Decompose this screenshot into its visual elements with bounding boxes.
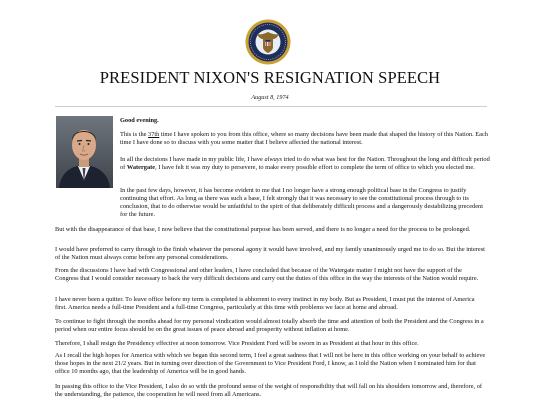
emphasis-always: always: [264, 156, 283, 163]
greeting: Good evening.: [120, 117, 159, 124]
portrait-photo: [56, 116, 113, 188]
speech-paragraph-10: As I recall the high hopes for America with which we began this second term, I feel a great sadness that I will not be here in this office working on your behalf to achieve those hopes in the next 21/2 years. But in turning over direction of the Government to Vice President Ford, I know, as I told the Nation when I nominated him for that office 10 months ago, that the leadership of America will be in good hands.: [55, 352, 486, 375]
text-span: In all the decisions I have made in my public life, I have: [120, 156, 265, 163]
speech-paragraph-4: But with the disappearance of that base, I now believe that the constitutional purpose has been served, and there is no longer a need for the process to be prolonged.: [55, 226, 471, 233]
title-divider: [55, 106, 487, 107]
text-span: time I have spoken to you from this office, where so many decisions have been made that shaped the history of this Nation. Each time I have done so to discuss with you some matter that I believe affected the national interest.: [120, 131, 488, 146]
speech-paragraph-11: In passing this office to the Vice President, I also do so with the profound sense of the weight of responsibility that will fall on his shoulders tomorrow and, therefore, of the understanding, the patience, the cooperation he will need from all Americans.: [55, 383, 482, 398]
presidential-seal-icon: [245, 19, 291, 65]
speech-paragraph-3: In the past few days, however, it has become evident to me that I no longer have a strong enough political base in the Congress to justify continuing that effort. As long as there was such a base, I felt strongly that it was necessary to see the constitutional process through to its conclusion, that to do otherwise would be unfaithful to the spirit of that deliberately difficult process and a dangerously destabilizing precedent for the future.: [120, 187, 483, 218]
emphasis-watergate: Watergate: [126, 163, 156, 171]
text-span: This is the: [120, 131, 149, 138]
page-title: PRESIDENT NIXON'S RESIGNATION SPEECH: [99, 68, 441, 87]
speech-paragraph-9: Therefore, I shall resign the Presidency effective at noon tomorrow. Vice President Ford will be sworn in as President at that hour in this office.: [55, 340, 419, 347]
speech-paragraph-7: I have never been a quitter. To leave office before my term is completed is abhorrent to every instinct in my body. But as President, I must put the interest of America first. America needs a full-time President and a full-time Congress, particularly at this time with problems we face at home and abroad.: [55, 296, 475, 311]
ordinal-number: 37th: [148, 131, 160, 138]
speech-paragraph-1: [120, 131, 490, 147]
speech-paragraph-5: I would have preferred to carry through to the finish whatever the personal agony it would have involved, and my family unanimously urged me to do so. But the interest of the Nation must always come before any personal considerations.: [55, 246, 485, 261]
text-span: tried to do what was best for the Nation. Throughout the long and difficult period of: [120, 156, 490, 171]
speech-paragraph-8: To continue to fight through the months ahead for my personal vindication would almost totally absorb the time and attention of both the President and the Congress in a period when our entire focus should be on the great issues of peace abroad and prosperity without inflation at home.: [55, 318, 484, 333]
text-span: , I have felt it was my duty to persevere, to make every possible effort to complete the term of office to which you elected me.: [155, 163, 475, 171]
speech-paragraph-2: [120, 156, 490, 172]
speech-paragraph-6: From the discussions I have had with Congressional and other leaders, I have concluded that because of the Watergate matter I might not have the support of the Congress that I would consider necessary to back the very difficult decisions and carry out the duties of this office in the way the interests of the Nation would require.: [55, 267, 479, 282]
speech-date: August 8, 1974: [251, 94, 289, 101]
